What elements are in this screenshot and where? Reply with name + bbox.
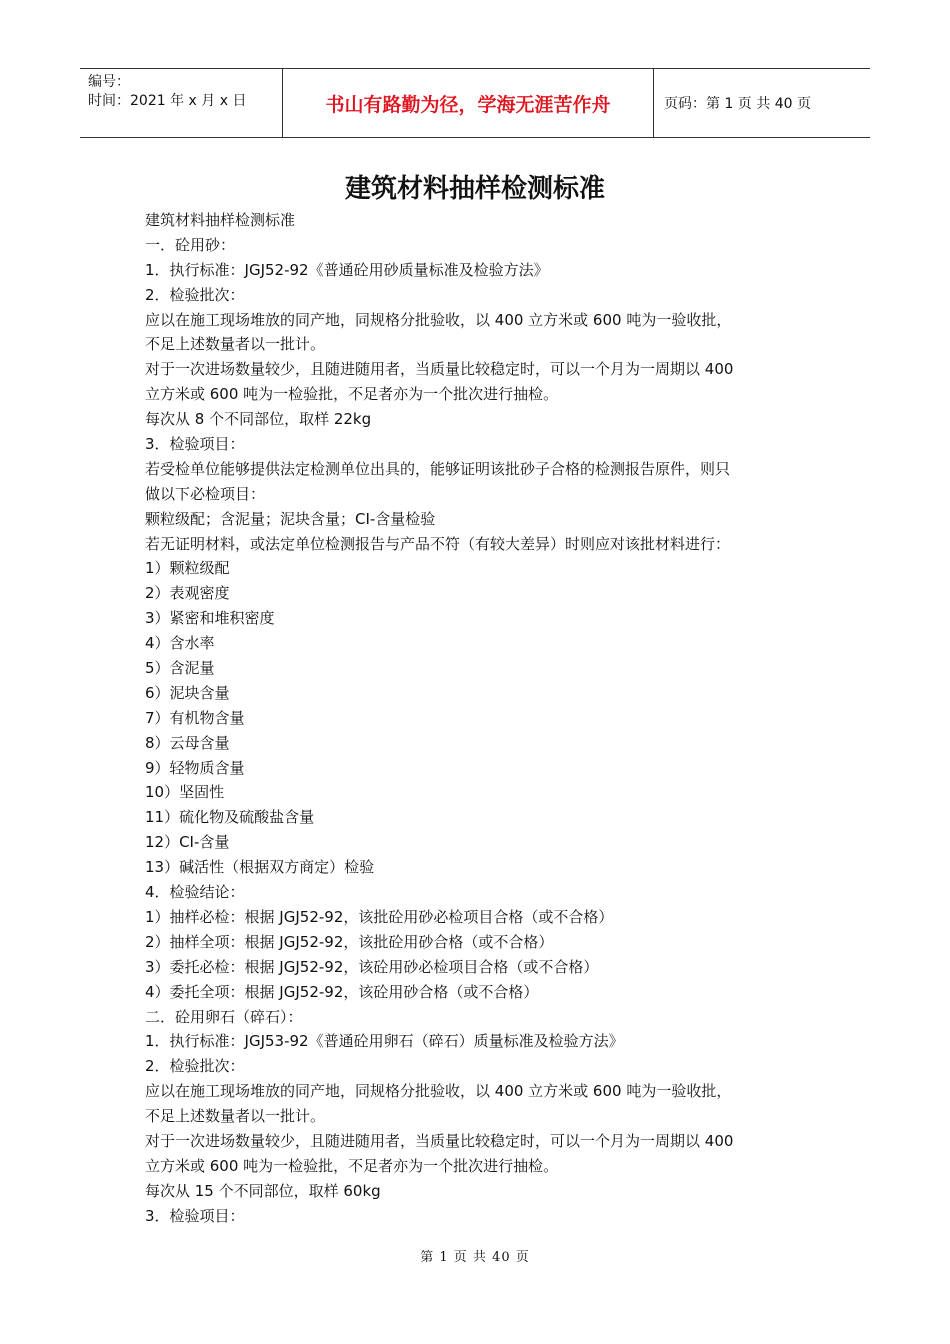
body-line: 立方米或 600 吨为一检验批，不足者亦为一个批次进行抽检。	[145, 385, 559, 404]
header-motto: 书山有路勤为径，学海无涯苦作舟	[282, 69, 654, 137]
header-meta	[80, 69, 282, 137]
body-line: 2．检验批次：	[145, 1057, 245, 1076]
header-page-info: 页码：第 1 页 共 40 页	[664, 96, 811, 112]
body-line: 3．检验项目：	[145, 1206, 245, 1225]
document-title: 建筑材料抽样检测标准	[344, 174, 605, 204]
body-line: 2）表观密度	[145, 584, 230, 603]
body-line: 若受检单位能够提供法定检测单位出具的，能够证明该批砂子合格的检测报告原件，则只	[145, 459, 731, 478]
body-line: 每次从 8 个不同部位，取样 22kg	[145, 410, 372, 429]
body-line: 若无证明材料，或法定单位检测报告与产品不符（有较大差异）时则应对该批材料进行：	[145, 534, 731, 553]
body-line: 建筑材料抽样检测标准	[145, 211, 296, 229]
body-line: 应以在施工现场堆放的同产地，同规格分批验收，以 400 立方米或 600 吨为一验收批，	[145, 1082, 732, 1101]
body-line: 2）抽样全项：根据 JGJ52-92，该批砼用砂合格（或不合格）	[145, 932, 554, 951]
body-line: 1．执行标准：JGJ52-92《普通砼用砂质量标准及检验方法》	[145, 260, 549, 279]
body-line: 应以在施工现场堆放的同产地，同规格分批验收，以 400 立方米或 600 吨为一验收批，	[145, 310, 732, 329]
body-line: 一．砼用砂：	[145, 235, 236, 254]
body-line: 12）CI-含量	[145, 833, 230, 852]
body-line: 7）有机物含量	[145, 708, 245, 727]
body-line: 1）抽样必检：根据 JGJ52-92，该批砼用砂必检项目合格（或不合格）	[145, 907, 614, 926]
body-line: 6）泥块含量	[145, 683, 230, 702]
number-label: 编号：	[88, 74, 130, 90]
body-line: 不足上述数量者以一批计。	[145, 335, 326, 354]
body-line: 对于一次进场数量较少，且随进随用者，当质量比较稳定时，可以一个月为一周期以 400	[145, 360, 734, 379]
body-line: 13）碱活性（根据双方商定）检验	[145, 858, 375, 877]
body-line: 2．检验批次：	[145, 285, 245, 304]
body-line: 9）轻物质含量	[145, 758, 245, 777]
body-line: 8）云母含量	[145, 733, 230, 752]
body-line: 立方米或 600 吨为一检验批，不足者亦为一个批次进行抽检。	[145, 1156, 559, 1175]
body-line: 4）含水率	[145, 634, 215, 653]
time-label: 时间：2021 年 x 月 x 日	[88, 93, 247, 109]
body-line: 不足上述数量者以一批计。	[145, 1107, 326, 1126]
body-line: 3）委托必检：根据 JGJ52-92，该砼用砂必检项目合格（或不合格）	[145, 957, 599, 976]
body-line: 做以下必检项目：	[145, 484, 266, 503]
body-line: 11）硫化物及硫酸盐含量	[145, 808, 315, 827]
body-line: 4）委托全项：根据 JGJ52-92，该砼用砂合格（或不合格）	[145, 982, 539, 1001]
body-line: 3．检验项目：	[145, 435, 245, 454]
page-header	[80, 68, 870, 138]
body-line: 3）紧密和堆积密度	[145, 609, 275, 628]
body-line: 5）含泥量	[145, 659, 215, 678]
body-line: 对于一次进场数量较少，且随进随用者，当质量比较稳定时，可以一个月为一周期以 400	[145, 1131, 734, 1150]
body-line: 10）坚固性	[145, 783, 225, 802]
body-line: 4．检验结论：	[145, 883, 245, 902]
body-line: 二．砼用卵石（碎石）：	[145, 1007, 303, 1026]
body-line: 1）颗粒级配	[145, 559, 230, 578]
body-line: 1．执行标准：JGJ53-92《普通砼用卵石（碎石）质量标准及检验方法》	[145, 1032, 624, 1051]
page-footer: 第 1 页 共 40 页	[420, 1250, 530, 1265]
document-body	[145, 208, 825, 1229]
body-line: 每次从 15 个不同部位，取样 60kg	[145, 1181, 381, 1200]
body-line: 颗粒级配；含泥量；泥块含量；CI-含量检验	[145, 509, 436, 528]
